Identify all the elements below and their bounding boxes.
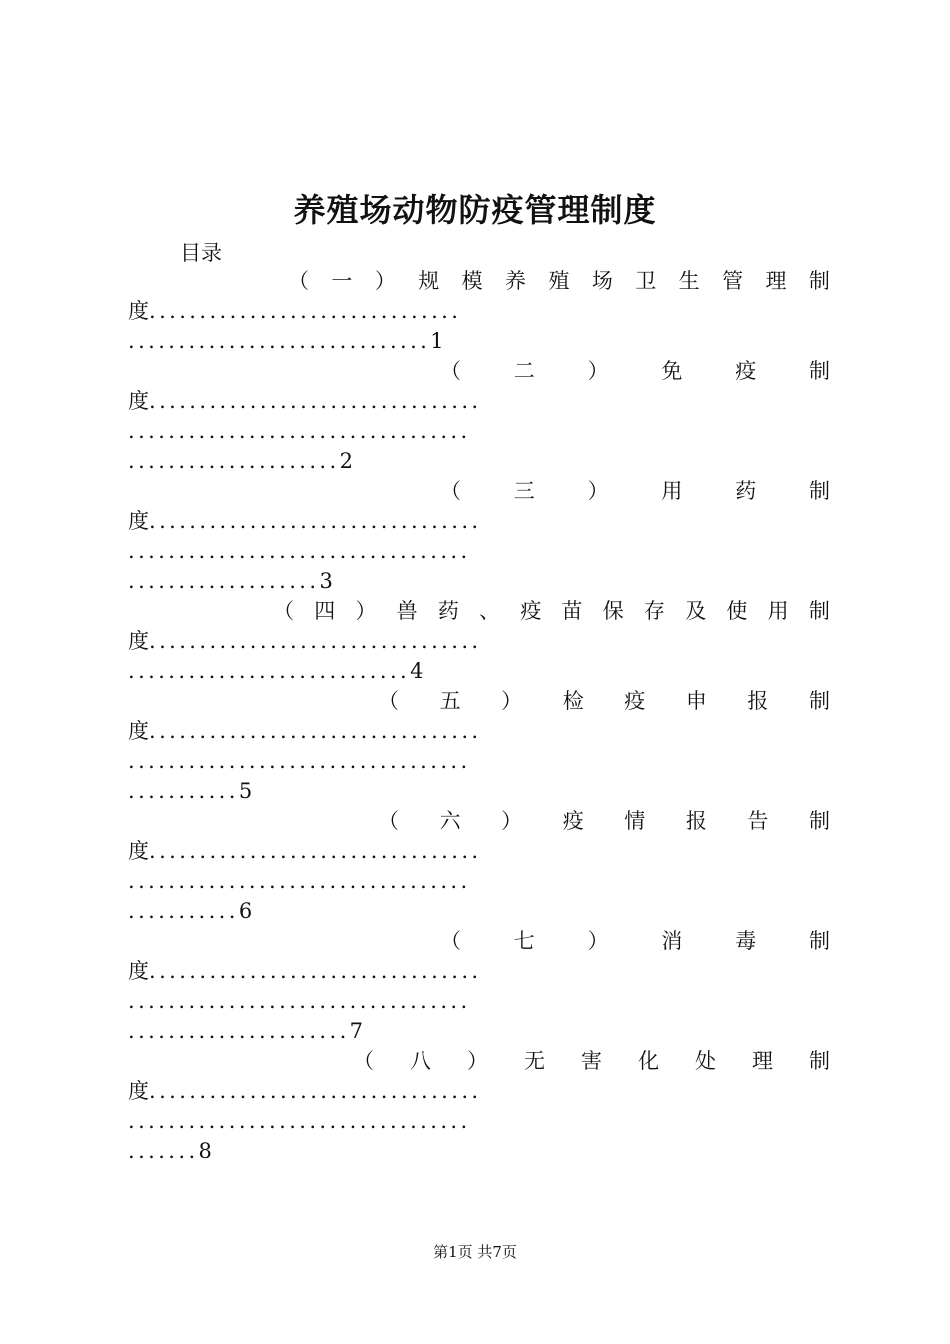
toc-entry <box>128 476 830 596</box>
toc-heading-char: （ <box>353 1049 374 1073</box>
toc-heading-char: 养 <box>505 269 527 293</box>
toc-leader-line <box>128 866 830 896</box>
toc-entry-suffix: 度 <box>128 959 149 983</box>
toc-heading-char: ） <box>587 359 609 383</box>
toc-heading-char: 疫 <box>624 689 646 713</box>
toc-leader-line <box>128 1106 830 1136</box>
toc-page-number: 4 <box>410 659 424 683</box>
toc-entry <box>128 1046 830 1166</box>
leader-dots: ............................ <box>128 659 411 683</box>
toc-heading-char: 免 <box>661 359 683 383</box>
toc-heading-char: 保 <box>602 599 624 623</box>
leader-dots: ................................. <box>149 629 482 653</box>
toc-entry-heading <box>128 926 830 956</box>
toc-entry-heading <box>128 356 830 386</box>
toc-leader-line <box>128 956 830 986</box>
toc-page-number: 2 <box>339 449 353 473</box>
toc-heading-char: 、 <box>479 599 501 623</box>
toc-entry <box>128 596 830 686</box>
toc-heading-char: ） <box>587 929 609 953</box>
toc-entry-heading <box>128 476 830 506</box>
toc-heading-char: （ <box>440 479 461 503</box>
toc-page-number: 8 <box>198 1139 212 1163</box>
toc-heading-char: 理 <box>752 1049 773 1073</box>
leader-dots: ................................. <box>149 1079 482 1103</box>
toc-leader-line <box>128 1076 830 1106</box>
leader-dots: .................................. <box>128 419 471 443</box>
toc-leader-line <box>128 1136 830 1166</box>
toc-heading-char: 制 <box>808 269 830 293</box>
toc-heading-char: 药 <box>437 599 459 623</box>
toc-heading-char: （ <box>288 269 309 293</box>
toc-heading-char: 制 <box>808 479 830 503</box>
toc-heading-char: 使 <box>726 599 748 623</box>
toc-heading-char: 无 <box>524 1049 545 1073</box>
toc-heading-char: 申 <box>685 689 707 713</box>
toc-heading-char: 模 <box>461 269 483 293</box>
toc-leader-line <box>128 566 830 596</box>
toc-heading-char: ） <box>467 1049 488 1073</box>
toc-leader-line <box>128 986 830 1016</box>
toc-entry <box>128 926 830 1046</box>
toc-leader-line <box>128 536 830 566</box>
toc-heading-char: 毒 <box>735 929 757 953</box>
toc-entry <box>128 686 830 806</box>
toc-leader-line <box>128 326 830 356</box>
toc-heading-char: 制 <box>808 929 830 953</box>
toc-entry-heading <box>128 1046 830 1076</box>
toc-page-number: 3 <box>319 569 333 593</box>
toc-heading-char: 六 <box>439 809 461 833</box>
toc-leader-line <box>128 296 830 326</box>
toc-heading-char: 存 <box>643 599 665 623</box>
leader-dots: .................................. <box>128 749 471 773</box>
toc-entry-suffix: 度 <box>128 719 149 743</box>
toc-heading-char: 制 <box>809 1049 830 1073</box>
leader-dots: ...................... <box>128 1019 350 1043</box>
page-footer: 第1页 共7页 <box>433 1243 517 1261</box>
toc-page-number: 6 <box>238 899 253 923</box>
toc-entry-suffix: 度 <box>128 509 149 533</box>
toc-heading-char: 生 <box>678 269 700 293</box>
toc-page-number: 1 <box>430 329 444 353</box>
toc-heading-char: 三 <box>513 479 535 503</box>
toc-leader-line <box>128 656 830 686</box>
leader-dots: ................... <box>128 569 320 593</box>
toc-heading-char: 理 <box>765 269 787 293</box>
toc-heading-char: 制 <box>808 689 830 713</box>
toc-heading-char: 四 <box>314 599 336 623</box>
toc-heading-char: 规 <box>418 269 440 293</box>
toc-heading-char: 疫 <box>520 599 542 623</box>
toc-entry-suffix: 度 <box>128 1079 149 1103</box>
toc-heading-char: 卫 <box>635 269 657 293</box>
toc-entry-heading <box>128 686 830 716</box>
toc-leader-line <box>128 776 830 806</box>
toc-entry <box>128 266 830 356</box>
toc-heading-char: 检 <box>562 689 584 713</box>
toc-leader-line <box>128 836 830 866</box>
table-of-contents <box>128 266 830 1166</box>
leader-dots: .................................. <box>128 989 471 1013</box>
leader-dots: ................................. <box>149 839 482 863</box>
toc-leader-line <box>128 896 830 926</box>
toc-heading-char: 一 <box>331 269 353 293</box>
leader-dots: ................................. <box>149 509 482 533</box>
toc-leader-line <box>128 626 830 656</box>
toc-heading-char: 场 <box>591 269 613 293</box>
leader-dots: .................................. <box>128 539 471 563</box>
toc-heading-char: 八 <box>410 1049 431 1073</box>
toc-entry-heading <box>128 806 830 836</box>
toc-entry-suffix: 度 <box>128 299 149 323</box>
toc-heading-char: （ <box>273 599 294 623</box>
leader-dots: ................................. <box>149 719 482 743</box>
toc-heading-char: ） <box>501 689 523 713</box>
toc-heading-char: ） <box>374 269 396 293</box>
toc-page-number: 7 <box>349 1019 364 1043</box>
leader-dots: ............................... <box>149 299 462 323</box>
toc-heading-char: 药 <box>735 479 757 503</box>
toc-entry <box>128 806 830 926</box>
toc-heading-char: 疫 <box>735 359 757 383</box>
toc-heading-char: （ <box>378 689 399 713</box>
toc-heading-char: 情 <box>624 809 646 833</box>
toc-heading-char: （ <box>440 359 461 383</box>
toc-page-number: 5 <box>238 779 253 803</box>
toc-entry-heading <box>128 266 830 296</box>
toc-entry <box>128 356 830 476</box>
toc-heading-char: 害 <box>581 1049 602 1073</box>
toc-heading-char: 管 <box>722 269 744 293</box>
leader-dots: ....... <box>128 1139 199 1163</box>
leader-dots: .................................. <box>128 1109 471 1133</box>
toc-heading-char: 告 <box>747 809 769 833</box>
toc-heading-char: 殖 <box>548 269 570 293</box>
toc-heading-char: 化 <box>638 1049 659 1073</box>
toc-heading-char: 兽 <box>396 599 418 623</box>
toc-label: 目录 <box>180 241 222 265</box>
toc-leader-line <box>128 716 830 746</box>
document-title: 养殖场动物防疫管理制度 <box>293 191 657 229</box>
leader-dots: ................................. <box>149 959 482 983</box>
toc-entry-suffix: 度 <box>128 839 149 863</box>
toc-heading-char: 疫 <box>562 809 584 833</box>
toc-entry-suffix: 度 <box>128 389 149 413</box>
leader-dots: ..................... <box>128 449 340 473</box>
toc-heading-char: ） <box>587 479 609 503</box>
leader-dots: .............................. <box>128 329 431 353</box>
leader-dots: ........... <box>128 779 239 803</box>
toc-leader-line <box>128 386 830 416</box>
toc-heading-char: 二 <box>513 359 535 383</box>
toc-heading-char: 七 <box>513 929 535 953</box>
toc-heading-char: ） <box>355 599 377 623</box>
toc-entry-heading <box>128 596 830 626</box>
toc-heading-char: 报 <box>685 809 707 833</box>
toc-entry-suffix: 度 <box>128 629 149 653</box>
toc-leader-line <box>128 746 830 776</box>
toc-heading-char: 制 <box>808 599 830 623</box>
toc-leader-line <box>128 416 830 446</box>
toc-heading-char: 制 <box>808 359 830 383</box>
toc-heading-char: 制 <box>808 809 830 833</box>
toc-leader-line <box>128 446 830 476</box>
toc-heading-char: 苗 <box>561 599 583 623</box>
toc-heading-char: （ <box>378 809 399 833</box>
toc-heading-char: 五 <box>439 689 461 713</box>
toc-heading-char: 消 <box>661 929 683 953</box>
toc-heading-char: ） <box>501 809 523 833</box>
toc-heading-char: 用 <box>767 599 789 623</box>
leader-dots: .................................. <box>128 869 471 893</box>
leader-dots: ................................. <box>149 389 482 413</box>
toc-heading-char: 及 <box>685 599 707 623</box>
toc-leader-line <box>128 1016 830 1046</box>
toc-leader-line <box>128 506 830 536</box>
toc-heading-char: 报 <box>747 689 769 713</box>
leader-dots: ........... <box>128 899 239 923</box>
toc-heading-char: （ <box>440 929 461 953</box>
toc-heading-char: 处 <box>695 1049 716 1073</box>
toc-heading-char: 用 <box>661 479 683 503</box>
